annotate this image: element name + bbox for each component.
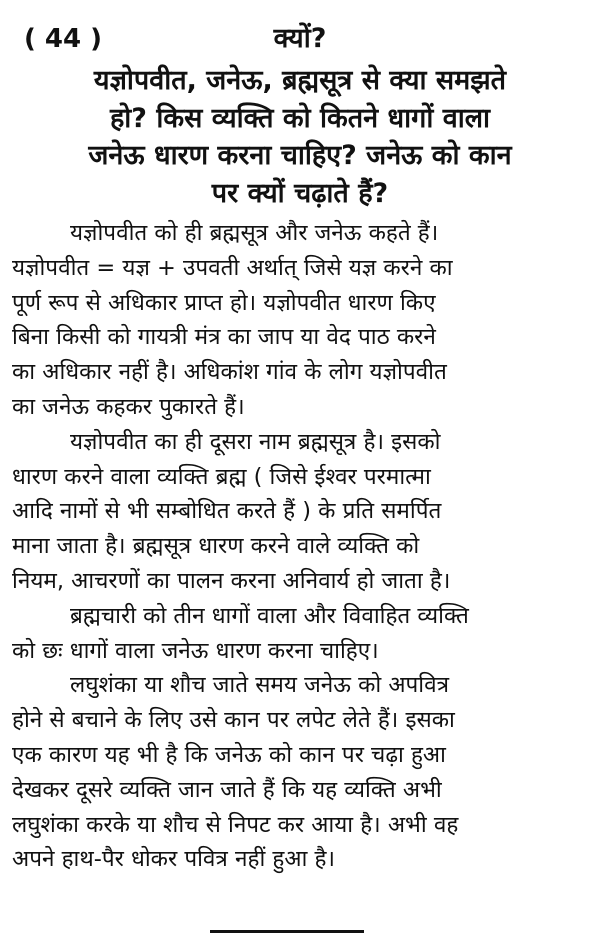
question-line: पर क्यों चढ़ाते हैं? (211, 177, 389, 209)
question-heading (14, 62, 586, 212)
body-text (12, 216, 588, 877)
body-line: धारण करने वाला व्यक्ति ब्रह्म ( जिसे ईश्वर परमात्मा (12, 463, 431, 490)
body-line: बिना किसी को गायत्री मंत्र का जाप या वेद पाठ करने (12, 324, 436, 351)
body-line: यज्ञोपवीत का ही दूसरा नाम ब्रह्मसूत्र है। इसको (70, 428, 441, 455)
body-line: लघुशंका करके या शौच से निपट कर आया है। अभी वह (12, 811, 459, 838)
end-rule (210, 930, 364, 933)
body-line: का जनेऊ कहकर पुकारते हैं। (12, 393, 245, 420)
question-line: यज्ञोपवीत, जनेऊ, ब्रह्मसूत्र से क्या समझते (93, 65, 507, 96)
question-line: जनेऊ धारण करना चाहिए? जनेऊ को कान (88, 140, 512, 171)
body-line: माना जाता है। ब्रह्मसूत्र धारण करने वाले व्यक्ति को (12, 533, 420, 560)
page-number: ( 44 ) (24, 24, 103, 54)
body-line: नियम, आचरणों का पालन करना अनिवार्य हो जाता है। (12, 567, 451, 594)
body-line: ब्रह्मचारी को तीन धागों वाला और विवाहित व्यक्ति (70, 602, 469, 629)
body-line: पूर्ण रूप से अधिकार प्राप्त हो। यज्ञोपवीत धारण किए (12, 289, 436, 316)
question-line: हो? किस व्यक्ति को कितने धागों वाला (109, 102, 491, 134)
body-line: यज्ञोपवीत को ही ब्रह्मसूत्र और जनेऊ कहते हैं। (70, 220, 439, 246)
body-line: एक कारण यह भी है कि जनेऊ को कान पर चढ़ा हुआ (12, 741, 446, 768)
body-line: आदि नामों से भी सम्बोधित करते हैं ) के प्रति समर्पित (12, 498, 442, 525)
body-line: का अधिकार नहीं है। अधिकांश गांव के लोग यज्ञोपवीत (12, 359, 447, 386)
body-line: देखकर दूसरे व्यक्ति जान जाते हैं कि यह व्यक्ति अभी (12, 776, 442, 803)
body-line: अपने हाथ-पैर धोकर पवित्र नहीं हुआ है। (12, 846, 335, 873)
body-line: होने से बचाने के लिए उसे कान पर लपेट लेते हैं। इसका (12, 707, 455, 734)
body-line: यज्ञोपवीत = यज्ञ + उपवती अर्थात् जिसे यज्ञ करने का (12, 254, 453, 281)
body-line: को छः धागों वाला जनेऊ धारण करना चाहिए। (12, 637, 379, 664)
chapter-title: क्यों? (273, 23, 327, 54)
body-line: लघुशंका या शौच जाते समय जनेऊ को अपवित्र (70, 672, 450, 699)
